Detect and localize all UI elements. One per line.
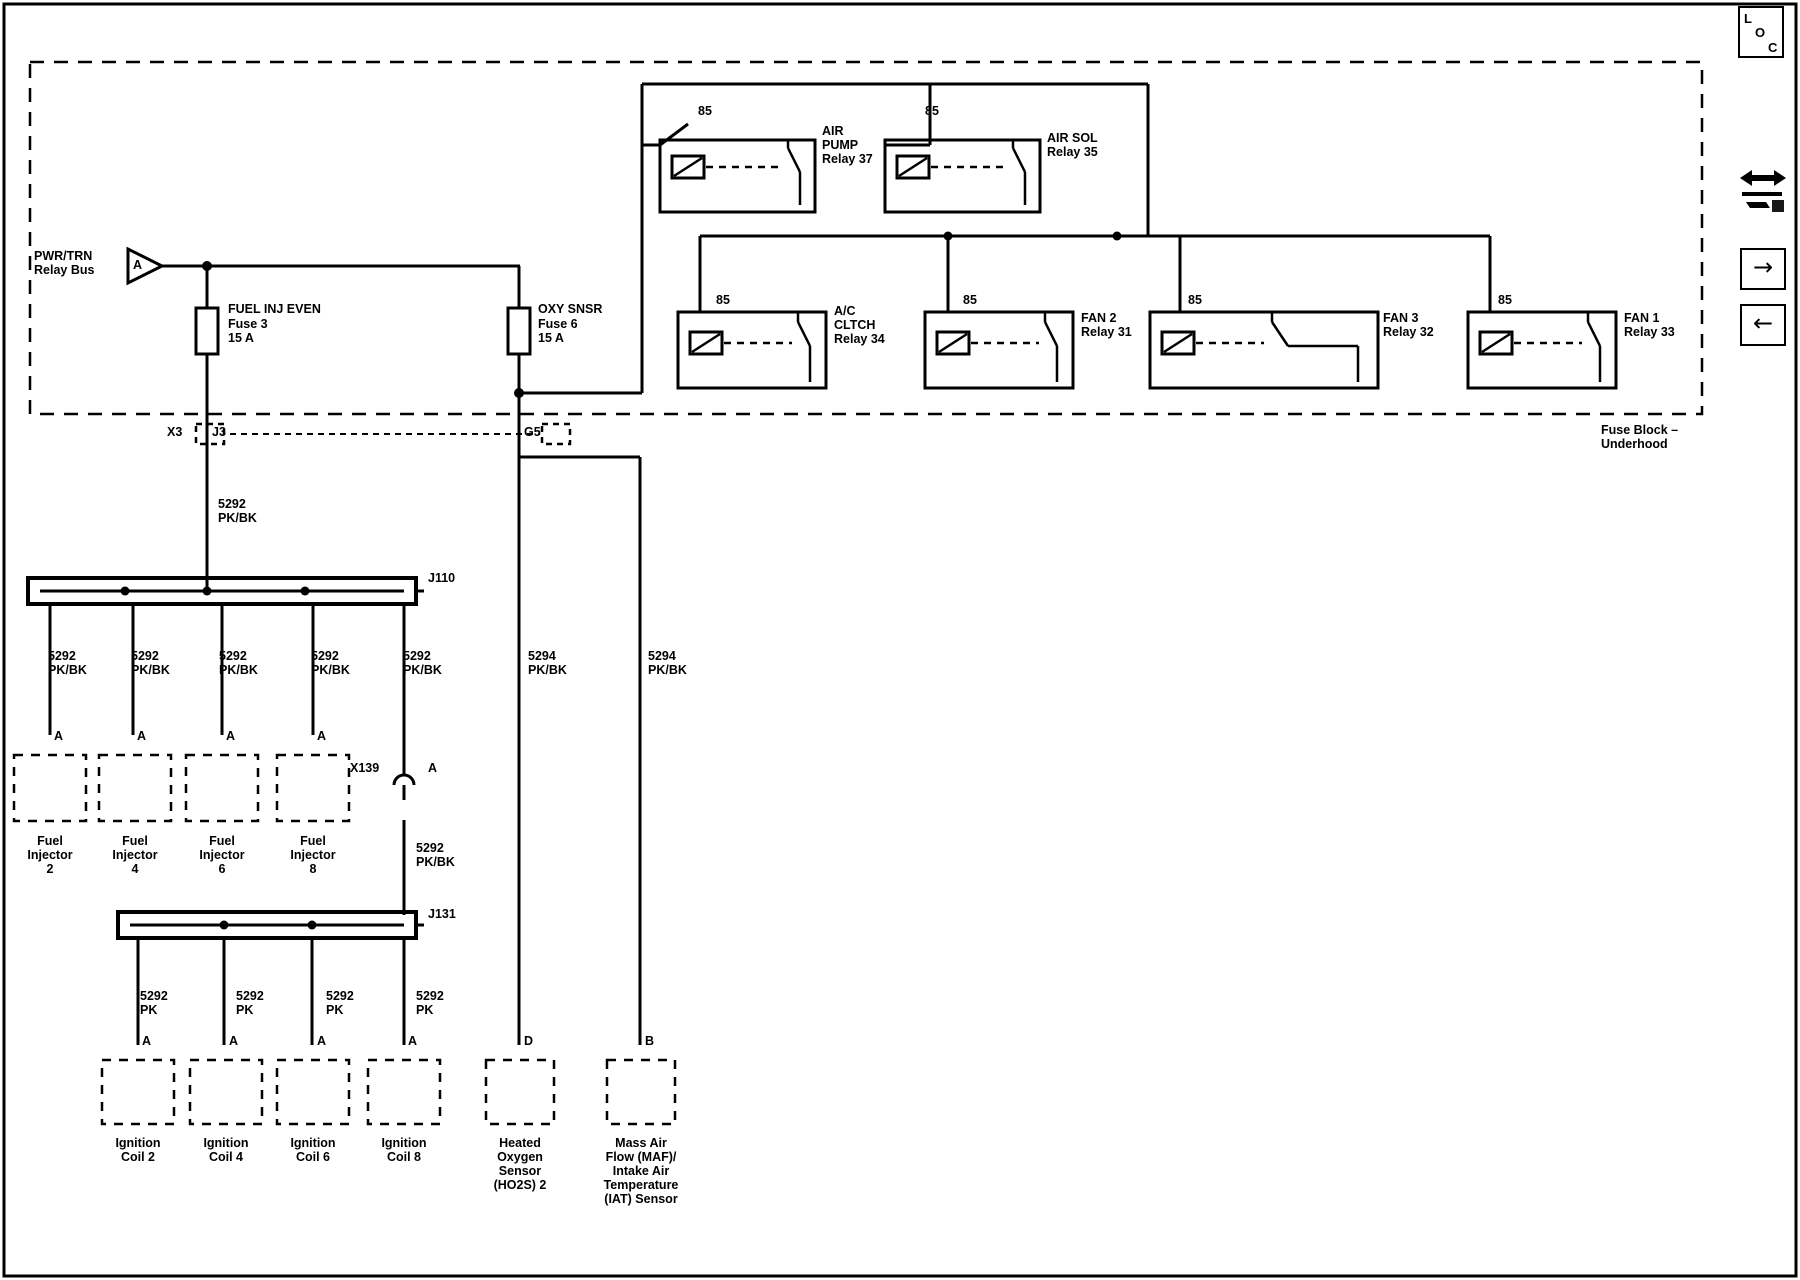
relay-fan2-pin: 85 [963, 293, 977, 307]
loc-letter-o: O [1755, 25, 1766, 40]
wire-label-coil4-color: PK [236, 1003, 254, 1017]
wire-label-j131-feed-color: PK/BK [416, 855, 455, 869]
wire-label-inj6-color: PK/BK [219, 663, 258, 677]
wire-label-maf-color: PK/BK [648, 663, 687, 677]
fuel-injector-8-line3: 8 [309, 862, 317, 876]
relay-fan2-name-line1: FAN 2 [1081, 311, 1117, 325]
maf-iat-line3: Intake Air [612, 1164, 670, 1178]
wire-label-x139-color: PK/BK [403, 663, 442, 677]
relay-ac-clutch-pin: 85 [716, 293, 730, 307]
terminal-inj6: A [226, 729, 236, 743]
terminal-inj2: A [54, 729, 64, 743]
ignition-coil-4-line2: Coil 4 [208, 1150, 244, 1164]
ho2s-line4: (HO2S) 2 [493, 1178, 547, 1192]
wire-label-trunk-color: PK/BK [218, 511, 257, 525]
terminal-ho2s: D [524, 1034, 534, 1048]
relay-ac-clutch-name-line1: A/C [834, 304, 856, 318]
ignition-coil-6-line2: Coil 6 [295, 1150, 331, 1164]
pwr-trn-bus-label-line2: Relay Bus [34, 263, 95, 277]
fuel-injector-2-line2: Injector [27, 848, 73, 862]
junction-dot-fuse3 [202, 261, 212, 271]
relay-ac-clutch-name-line2: CLTCH [834, 318, 876, 332]
fuel-injector-6-line3: 6 [218, 862, 226, 876]
pwr-trn-bus-label-line1: PWR/TRN [34, 249, 93, 263]
fuel-injector-2-line1: Fuel [37, 834, 63, 848]
loc-letter-l: L [1744, 11, 1752, 26]
connector-label-j131: J131 [428, 907, 456, 921]
relay-ac-clutch-designation: Relay 34 [834, 332, 885, 346]
connector-label-x139: X139 [350, 761, 380, 775]
wire-label-x139-circuit: 5292 [403, 649, 431, 663]
relay-fan1-pin: 85 [1498, 293, 1512, 307]
connector-label-g5: G5 [524, 425, 541, 439]
fuel-injector-8-line1: Fuel [300, 834, 326, 848]
fuel-injector-2-line3: 2 [46, 862, 54, 876]
wire-label-coil8-circuit: 5292 [416, 989, 444, 1003]
fuse-3-rating: 15 A [228, 331, 254, 345]
terminal-maf: B [645, 1034, 655, 1048]
fuse-6-name: OXY SNSR [538, 302, 603, 316]
terminal-coil8: A [408, 1034, 418, 1048]
wire-label-ho2s-color: PK/BK [528, 663, 567, 677]
relay-air-pump-designation: Relay 37 [822, 152, 873, 166]
pan-tool-icon[interactable] [1736, 160, 1788, 220]
loc-letter-c: C [1768, 40, 1778, 55]
fuel-injector-4-line2: Injector [112, 848, 158, 862]
maf-iat-line2: Flow (MAF)/ [605, 1150, 677, 1164]
fuse-6-rating: 15 A [538, 331, 564, 345]
relay-fan1-designation: Relay 33 [1624, 325, 1675, 339]
terminal-coil2: A [142, 1034, 152, 1048]
relay-fan2-designation: Relay 31 [1081, 325, 1132, 339]
fuse-block-label-line2: Underhood [1601, 437, 1668, 451]
fuse-3-designation: Fuse 3 [228, 317, 268, 331]
ignition-coil-8-line2: Coil 8 [386, 1150, 422, 1164]
fuel-injector-6-line2: Injector [199, 848, 245, 862]
terminal-coil4: A [229, 1034, 239, 1048]
relay-air-pump-name-line2: PUMP [822, 138, 859, 152]
ho2s-line3: Sensor [498, 1164, 542, 1178]
maf-iat-line4: Temperature [603, 1178, 679, 1192]
fuse-block-label-line1: Fuse Block – [1601, 423, 1679, 437]
fuse-6-designation: Fuse 6 [538, 317, 578, 331]
ignition-coil-2-line2: Coil 2 [120, 1150, 156, 1164]
relay-fan3-pin: 85 [1188, 293, 1202, 307]
arrow-left-icon[interactable]: ← [1752, 309, 1774, 337]
relay-fan1-name-line1: FAN 1 [1624, 311, 1660, 325]
wire-label-inj8-circuit: 5292 [311, 649, 339, 663]
wire-label-maf-circuit: 5294 [648, 649, 676, 663]
pwr-trn-bus-terminal: A [133, 258, 143, 272]
relay-air-sol-pin: 85 [925, 104, 939, 118]
ho2s-line2: Oxygen [497, 1150, 543, 1164]
ho2s-line1: Heated [499, 1136, 541, 1150]
fuel-injector-6-line1: Fuel [209, 834, 235, 848]
relay-air-pump-pin: 85 [698, 104, 712, 118]
relay-air-pump-name-line1: AIR [822, 124, 844, 138]
relay-fan3-designation: Relay 32 [1383, 325, 1434, 339]
fuse-3-name: FUEL INJ EVEN [228, 302, 321, 316]
x139-terminal: A [428, 761, 438, 775]
wire-label-coil6-color: PK [326, 1003, 344, 1017]
wire-label-coil8-color: PK [416, 1003, 434, 1017]
maf-iat-line5: (IAT) Sensor [604, 1192, 678, 1206]
terminal-coil6: A [317, 1034, 327, 1048]
wire-label-inj8-color: PK/BK [311, 663, 350, 677]
arrow-right-icon[interactable]: → [1752, 253, 1774, 281]
ignition-coil-4-line1: Ignition [203, 1136, 249, 1150]
maf-iat-line1: Mass Air [615, 1136, 667, 1150]
connector-label-j110: J110 [428, 571, 456, 585]
fuel-injector-4-line3: 4 [131, 862, 139, 876]
wire-label-ho2s-circuit: 5294 [528, 649, 556, 663]
wire-label-inj6-circuit: 5292 [219, 649, 247, 663]
wire-label-coil6-circuit: 5292 [326, 989, 354, 1003]
wire-label-coil2-color: PK [140, 1003, 158, 1017]
wire-label-inj4-circuit: 5292 [131, 649, 159, 663]
wire-label-coil4-circuit: 5292 [236, 989, 264, 1003]
wire-label-j131-feed-circuit: 5292 [416, 841, 444, 855]
wire-label-inj2-color: PK/BK [48, 663, 87, 677]
relay-air-sol-designation: Relay 35 [1047, 145, 1098, 159]
ignition-coil-2-line1: Ignition [115, 1136, 161, 1150]
wire-label-trunk-circuit: 5292 [218, 497, 246, 511]
connector-label-j3: J3 [212, 425, 226, 439]
relay-air-sol-name-line1: AIR SOL [1047, 131, 1098, 145]
wire-label-inj4-color: PK/BK [131, 663, 170, 677]
ignition-coil-8-line1: Ignition [381, 1136, 427, 1150]
terminal-inj4: A [137, 729, 147, 743]
terminal-inj8: A [317, 729, 327, 743]
fuel-injector-8-line2: Injector [290, 848, 336, 862]
wire-label-coil2-circuit: 5292 [140, 989, 168, 1003]
junction-dot-fuse6 [514, 388, 524, 398]
ignition-coil-6-line1: Ignition [290, 1136, 336, 1150]
fuel-injector-4-line1: Fuel [122, 834, 148, 848]
connector-label-x3: X3 [167, 425, 183, 439]
wire-label-inj2-circuit: 5292 [48, 649, 76, 663]
relay-fan3-name-line1: FAN 3 [1383, 311, 1419, 325]
